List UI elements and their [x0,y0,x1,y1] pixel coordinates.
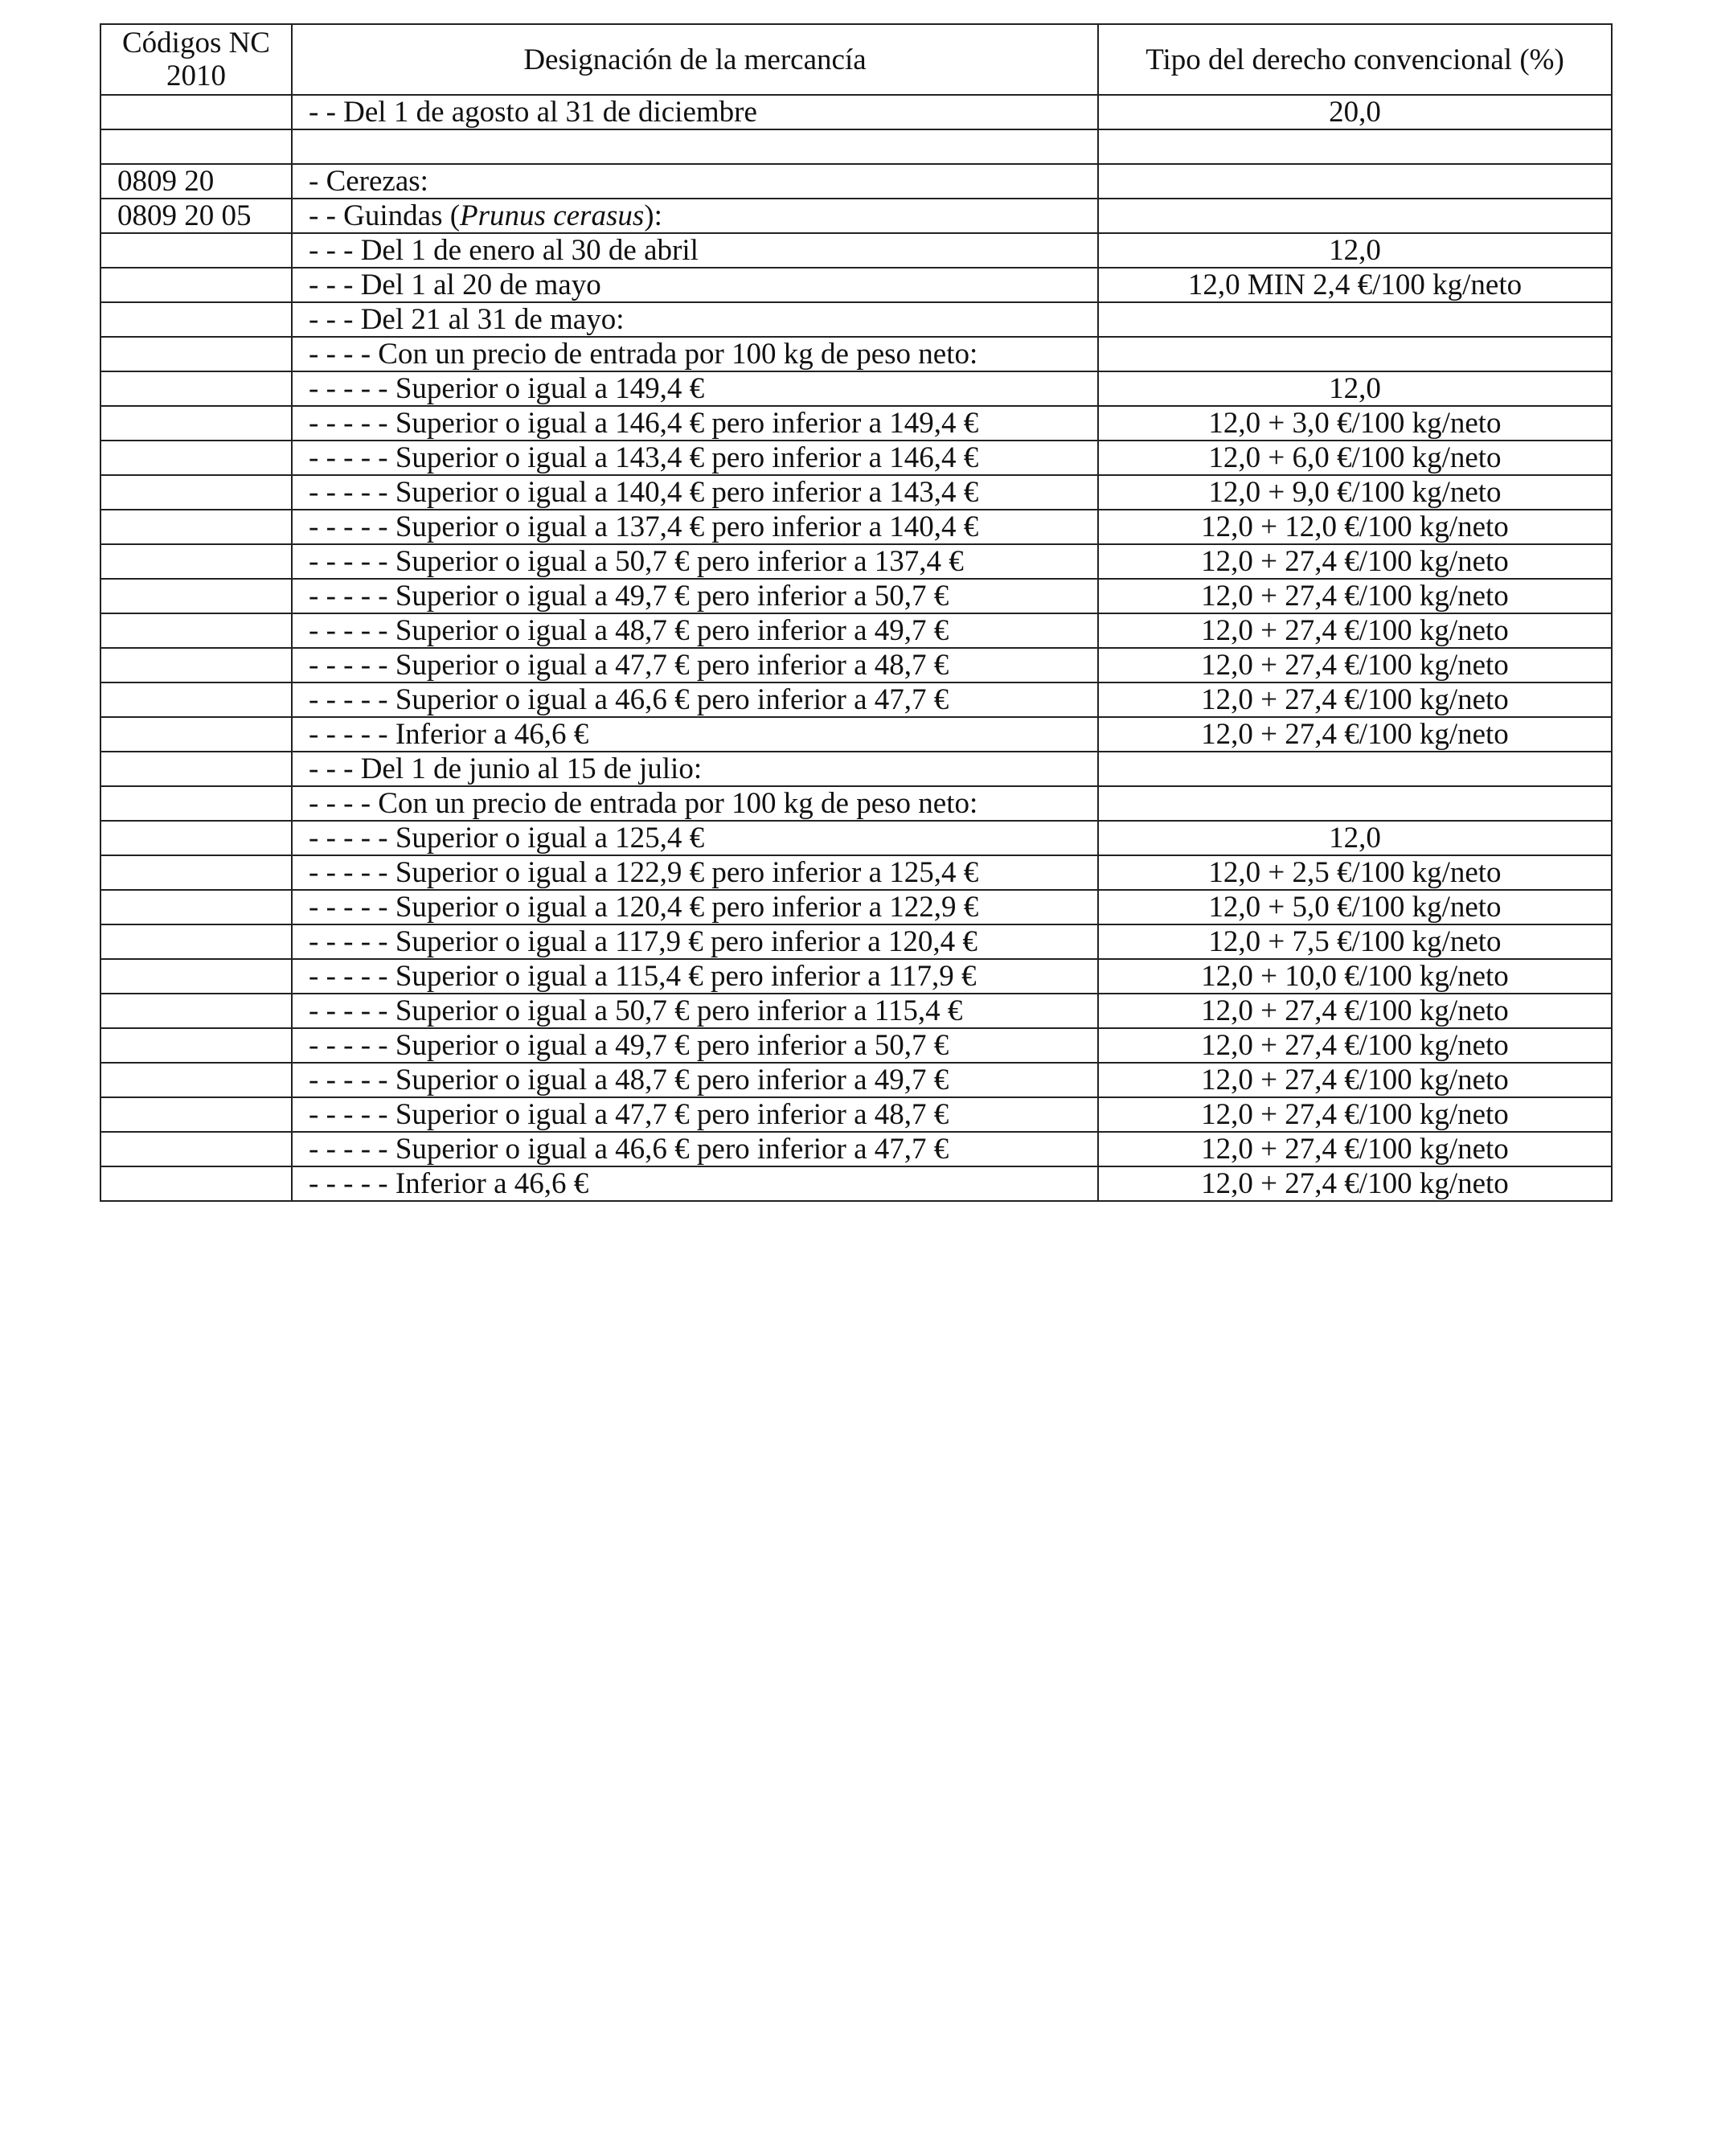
designation-cell: - - - - - Superior o igual a 50,7 € pero inferior a 137,4 € [292,544,1098,579]
designation-cell: - - - - - Superior o igual a 149,4 € [292,371,1098,406]
table-row [100,821,1612,855]
nc-code-cell [100,371,292,406]
table-row [100,371,1612,406]
nc-code-cell [100,544,292,579]
designation-cell: - - - Del 1 de enero al 30 de abril [292,233,1098,268]
table-body [100,95,1612,1201]
table-row [100,302,1612,337]
rate-cell [1098,337,1612,371]
nc-code-cell: 0809 20 05 [100,199,292,233]
nc-code-cell [100,1097,292,1132]
table-row [100,579,1612,613]
nc-code-cell [100,717,292,752]
rate-cell: 12,0 + 27,4 €/100 kg/neto [1098,1166,1612,1201]
nc-code-cell [100,475,292,510]
rate-cell: 12,0 [1098,233,1612,268]
rate-cell: 12,0 + 27,4 €/100 kg/neto [1098,648,1612,682]
designation-cell [292,129,1098,164]
table-row [100,268,1612,302]
nc-code-cell [100,337,292,371]
table-row [100,994,1612,1028]
designation-cell [292,199,1098,233]
designation-cell: - - - - - Superior o igual a 120,4 € pero inferior a 122,9 € [292,890,1098,924]
table-row [100,233,1612,268]
nc-code-cell [100,821,292,855]
nc-code-cell [100,129,292,164]
rate-cell: 12,0 + 5,0 €/100 kg/neto [1098,890,1612,924]
table-header [100,24,1612,95]
nc-code-cell [100,510,292,544]
designation-cell: - - - - - Superior o igual a 46,6 € pero inferior a 47,7 € [292,1132,1098,1166]
table-row [100,95,1612,129]
nc-code-cell [100,890,292,924]
table-row [100,164,1612,199]
designation-cell: - - - - Con un precio de entrada por 100 kg de peso neto: [292,337,1098,371]
nc-code-cell [100,1132,292,1166]
table-row [100,129,1612,164]
rate-cell: 12,0 + 27,4 €/100 kg/neto [1098,579,1612,613]
table-row [100,682,1612,717]
rate-cell [1098,752,1612,786]
nc-code-cell [100,1028,292,1063]
table-row [100,613,1612,648]
table-row [100,510,1612,544]
nc-code-cell [100,613,292,648]
designation-cell: - - - - - Superior o igual a 117,9 € pero inferior a 120,4 € [292,924,1098,959]
rate-cell: 12,0 + 7,5 €/100 kg/neto [1098,924,1612,959]
designation-cell: - - - Del 21 al 31 de mayo: [292,302,1098,337]
table-row [100,924,1612,959]
nc-code-cell [100,233,292,268]
nc-code-cell [100,682,292,717]
rate-cell [1098,302,1612,337]
rate-cell: 12,0 + 2,5 €/100 kg/neto [1098,855,1612,890]
rate-cell: 20,0 [1098,95,1612,129]
rate-cell: 12,0 [1098,821,1612,855]
designation-cell: - - - - - Superior o igual a 143,4 € pero inferior a 146,4 € [292,441,1098,475]
designation-cell: - - - - - Superior o igual a 122,9 € pero inferior a 125,4 € [292,855,1098,890]
rate-cell: 12,0 + 6,0 €/100 kg/neto [1098,441,1612,475]
rate-cell: 12,0 + 27,4 €/100 kg/neto [1098,1063,1612,1097]
designation-cell: - - - - - Superior o igual a 46,6 € pero inferior a 47,7 € [292,682,1098,717]
designation-cell: - - Del 1 de agosto al 31 de diciembre [292,95,1098,129]
designation-text: - - Guindas ( [309,199,461,232]
nc-code-cell [100,855,292,890]
designation-cell: - - - - - Superior o igual a 49,7 € pero inferior a 50,7 € [292,1028,1098,1063]
nc-code-cell [100,924,292,959]
nc-code-cell [100,1063,292,1097]
rate-cell: 12,0 + 9,0 €/100 kg/neto [1098,475,1612,510]
table-row [100,337,1612,371]
table-row [100,648,1612,682]
rate-cell: 12,0 + 27,4 €/100 kg/neto [1098,1028,1612,1063]
designation-latin-name: Prunus cerasus [460,199,645,232]
designation-cell: - - - - - Superior o igual a 125,4 € [292,821,1098,855]
rate-cell: 12,0 + 3,0 €/100 kg/neto [1098,406,1612,441]
rate-cell: 12,0 + 27,4 €/100 kg/neto [1098,613,1612,648]
rate-cell: 12,0 + 27,4 €/100 kg/neto [1098,544,1612,579]
rate-cell [1098,199,1612,233]
rate-cell: 12,0 + 10,0 €/100 kg/neto [1098,959,1612,994]
designation-text-end: ): [644,199,662,232]
designation-cell: - Cerezas: [292,164,1098,199]
nc-code-cell [100,579,292,613]
designation-cell: - - - - - Superior o igual a 137,4 € pero inferior a 140,4 € [292,510,1098,544]
rate-cell [1098,129,1612,164]
table-row [100,1028,1612,1063]
rate-cell: 12,0 + 27,4 €/100 kg/neto [1098,717,1612,752]
header-rate: Tipo del derecho convencional (%) [1098,24,1612,95]
designation-cell: - - - Del 1 de junio al 15 de julio: [292,752,1098,786]
header-designation: Designación de la mercancía [292,24,1098,95]
designation-cell: - - - - Con un precio de entrada por 100 kg de peso neto: [292,786,1098,821]
designation-cell: - - - - - Superior o igual a 50,7 € pero inferior a 115,4 € [292,994,1098,1028]
nc-code-cell [100,1166,292,1201]
header-nc-codes: Códigos NC 2010 [100,24,292,95]
nc-code-cell [100,95,292,129]
nc-code-cell [100,786,292,821]
rate-cell: 12,0 + 27,4 €/100 kg/neto [1098,1132,1612,1166]
designation-cell: - - - - - Superior o igual a 47,7 € pero inferior a 48,7 € [292,648,1098,682]
nc-code-cell [100,441,292,475]
table-row [100,475,1612,510]
table-row [100,786,1612,821]
tariff-table [100,23,1613,1202]
designation-cell: - - - - - Superior o igual a 49,7 € pero inferior a 50,7 € [292,579,1098,613]
table-row [100,959,1612,994]
table-row [100,890,1612,924]
designation-cell: - - - Del 1 al 20 de mayo [292,268,1098,302]
nc-code-cell: 0809 20 [100,164,292,199]
table-row [100,199,1612,233]
rate-cell: 12,0 + 27,4 €/100 kg/neto [1098,994,1612,1028]
table-row [100,544,1612,579]
nc-code-cell [100,752,292,786]
rate-cell [1098,786,1612,821]
table-row [100,1166,1612,1201]
designation-cell: - - - - - Inferior a 46,6 € [292,1166,1098,1201]
rate-cell: 12,0 [1098,371,1612,406]
rate-cell: 12,0 + 27,4 €/100 kg/neto [1098,1097,1612,1132]
table-row [100,406,1612,441]
designation-cell: - - - - - Superior o igual a 115,4 € pero inferior a 117,9 € [292,959,1098,994]
rate-cell: 12,0 + 12,0 €/100 kg/neto [1098,510,1612,544]
designation-cell: - - - - - Superior o igual a 48,7 € pero inferior a 49,7 € [292,1063,1098,1097]
rate-cell: 12,0 MIN 2,4 €/100 kg/neto [1098,268,1612,302]
nc-code-cell [100,648,292,682]
table-row [100,855,1612,890]
designation-cell: - - - - - Superior o igual a 47,7 € pero inferior a 48,7 € [292,1097,1098,1132]
designation-cell: - - - - - Superior o igual a 140,4 € pero inferior a 143,4 € [292,475,1098,510]
designation-cell: - - - - - Superior o igual a 48,7 € pero inferior a 49,7 € [292,613,1098,648]
table-row [100,717,1612,752]
designation-cell: - - - - - Inferior a 46,6 € [292,717,1098,752]
table-row [100,1097,1612,1132]
table-row [100,1063,1612,1097]
table-row [100,441,1612,475]
nc-code-cell [100,406,292,441]
header-row [100,24,1612,95]
nc-code-cell [100,302,292,337]
nc-code-cell [100,994,292,1028]
rate-cell: 12,0 + 27,4 €/100 kg/neto [1098,682,1612,717]
nc-code-cell [100,268,292,302]
rate-cell [1098,164,1612,199]
table-row [100,752,1612,786]
designation-cell: - - - - - Superior o igual a 146,4 € pero inferior a 149,4 € [292,406,1098,441]
nc-code-cell [100,959,292,994]
table-row [100,1132,1612,1166]
